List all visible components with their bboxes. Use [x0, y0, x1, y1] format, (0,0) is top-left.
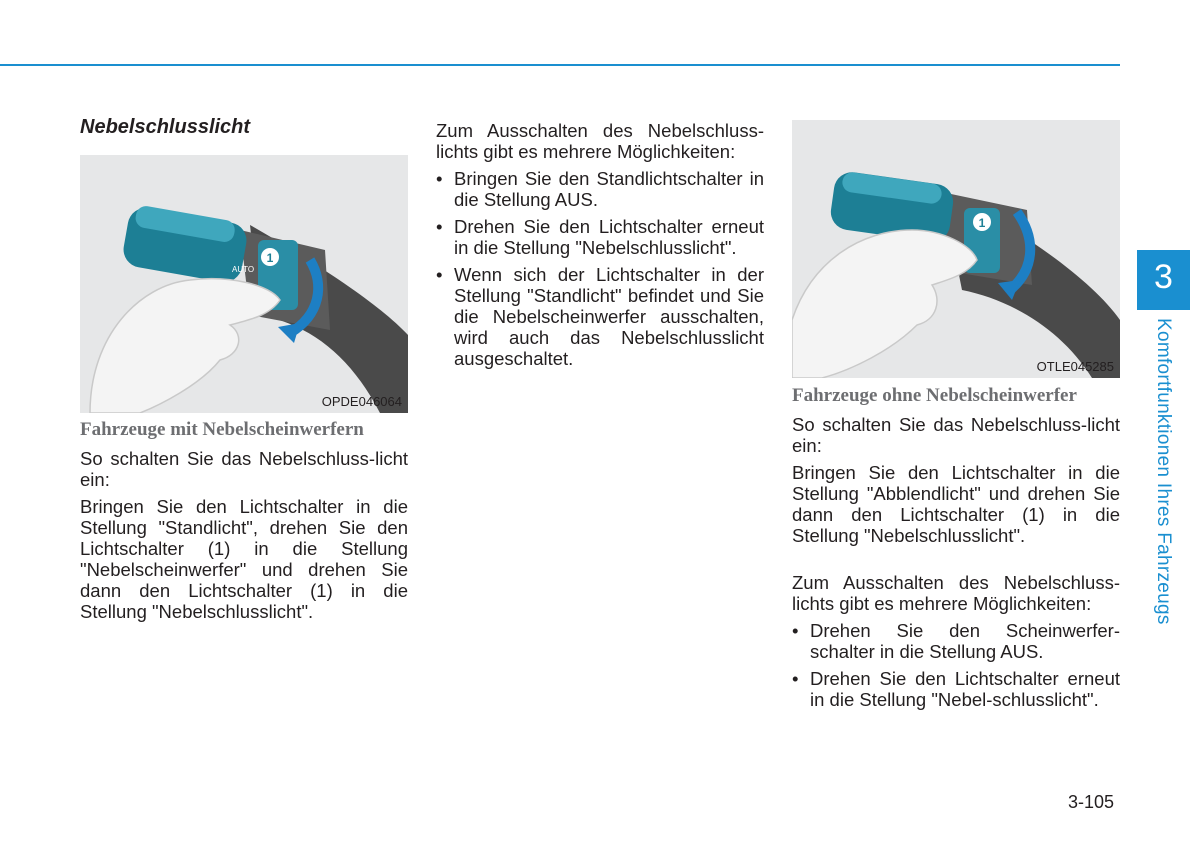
- figure-code: OTLE045285: [1036, 359, 1114, 374]
- svg-text:1: 1: [266, 251, 274, 265]
- paragraph: Zum Ausschalten des Nebelschluss-lichts gibt es mehrere Möglichkeiten:: [792, 572, 1120, 614]
- chapter-title-text: Komfortfunktionen Ihres Fahrzeugs: [1153, 318, 1174, 625]
- paragraph: So schalten Sie das Nebelschluss-licht ein:: [80, 448, 408, 490]
- light-switch-illustration: [80, 155, 408, 413]
- chapter-title: [1152, 318, 1178, 625]
- column-2-text: [436, 120, 764, 375]
- figure-code: OPDE046064: [321, 394, 402, 409]
- bullet-list: [436, 168, 764, 369]
- list-item: • Bringen Sie den Standlichtschalter in die Stellung AUS.: [436, 168, 764, 210]
- page-number: 3-105: [1068, 792, 1115, 812]
- light-switch-illustration: [792, 120, 1120, 378]
- subheading: Fahrzeuge mit Nebelscheinwerfern: [80, 419, 364, 440]
- paragraph: So schalten Sie das Nebelschluss-licht ein:: [792, 414, 1120, 456]
- chapter-tab: [1137, 250, 1190, 310]
- header-rule: [0, 64, 1120, 66]
- list-item: • Wenn sich der Lichtschalter in der Stellung "Standlicht" befindet und Sie die Nebelscheinwerfer ausschalten, wird auch das Nebelschlusslicht ausgeschaltet.: [436, 264, 764, 369]
- chapter-number: 3: [1154, 258, 1173, 296]
- figure-fog-switch-without-fog-lamps: [792, 120, 1120, 378]
- section-heading: Nebelschlusslicht: [80, 116, 251, 138]
- paragraph: Bringen Sie den Lichtschalter in die Stellung "Abblendlicht" und drehen Sie dann den Lichtschalter (1) in die Stellung "Nebelschlusslicht".: [792, 462, 1120, 546]
- svg-text:1: 1: [978, 216, 986, 230]
- column-1-text: [80, 419, 408, 628]
- list-item: • Drehen Sie den Lichtschalter erneut in die Stellung "Nebelschlusslicht".: [436, 216, 764, 258]
- subheading: Fahrzeuge ohne Nebelscheinwerfer: [792, 385, 1077, 406]
- list-item: • Drehen Sie den Lichtschalter erneut in die Stellung "Nebel-schlusslicht".: [792, 668, 1120, 710]
- paragraph: Zum Ausschalten des Nebelschluss-lichts gibt es mehrere Möglichkeiten:: [436, 120, 764, 162]
- column-3-text: [792, 385, 1120, 716]
- bullet-list: [792, 620, 1120, 710]
- paragraph: Bringen Sie den Lichtschalter in die Stellung "Standlicht", drehen Sie den Lichtschalter (1) in die Stellung "Nebelscheinwerfer" und drehen Sie dann den Lichtschalter (1) in die Stellung "Nebelschlusslicht".: [80, 496, 408, 622]
- figure-fog-switch-with-fog-lamps: [80, 155, 408, 413]
- list-item: • Drehen Sie den Scheinwerfer-schalter in die Stellung AUS.: [792, 620, 1120, 662]
- svg-text:AUTO: AUTO: [232, 265, 255, 274]
